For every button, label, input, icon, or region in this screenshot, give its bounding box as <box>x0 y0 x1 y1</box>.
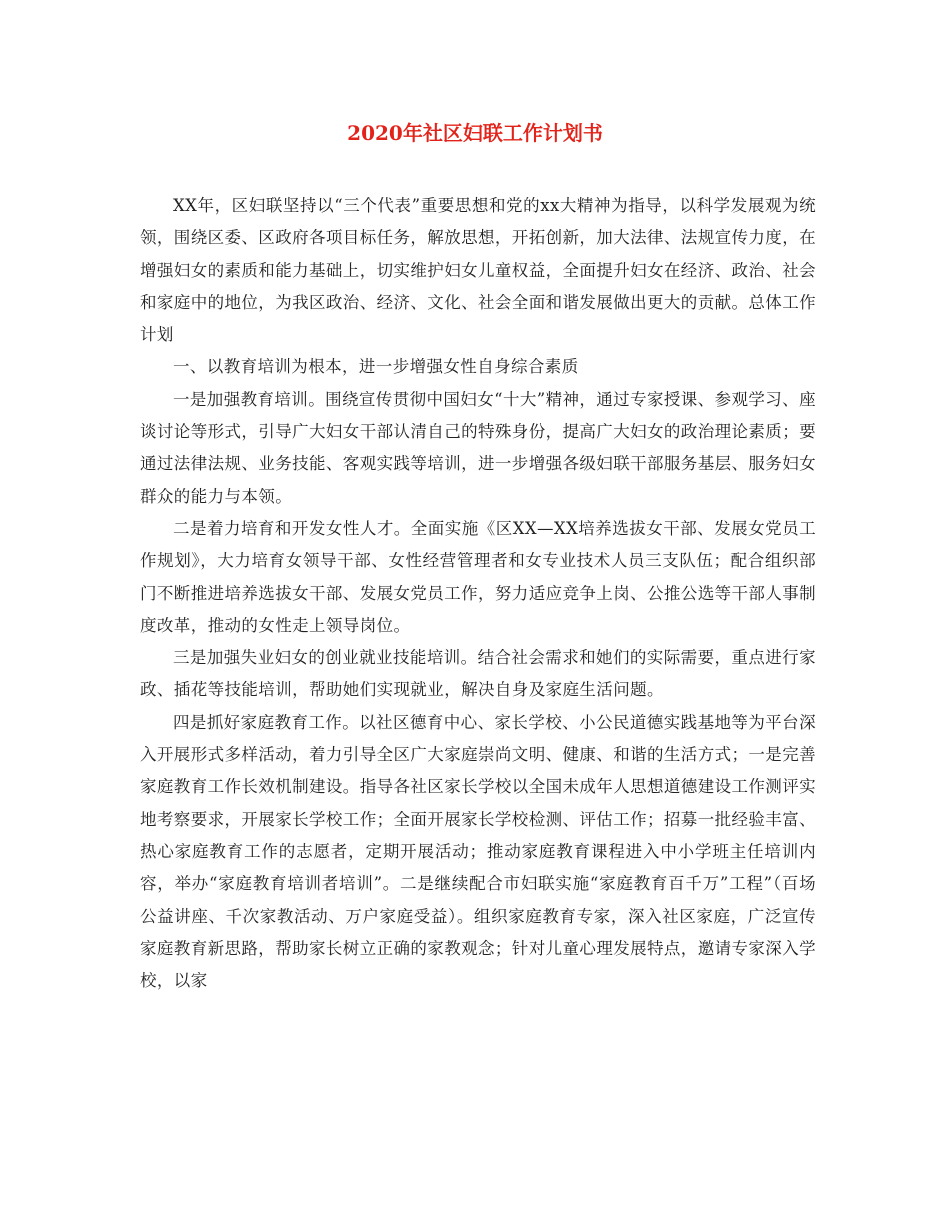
section-heading-1: 一、以教育培训为根本，进一步增强女性自身综合素质 <box>173 357 579 377</box>
paragraph-employment-training: 三是加强失业妇女的创业就业技能培训。结合社会需求和她们的实际需要，重点进行家政、插花等技能培训，帮助她们实现就业，解决自身及家庭生活问题。 <box>140 648 816 700</box>
paragraph-family-education: 四是抓好家庭教育工作。以社区德育中心、家长学校、小公民道德实践基地等为平台深入开展形式多样活动，着力引导全区广大家庭崇尚文明、健康、和谐的生活方式；一是完善家庭教育工作长效机制建设。指导各社区家长学校以全国未成年人思想道德建设工作测评实地考察要求，开展家长学校工作；全面开展家长学校检测、评估工作；招募一批经验丰富、热心家庭教育工作的志愿者，定期开展活动；推动家庭教育课程进入中小学班主任培训内容，举办“家庭教育培训者培训”。二是继续配合市妇联实施“家庭教育百千万”工程”（百场公益讲座、千次家教活动、万户家庭受益）。组织家庭教育专家，深入社区家庭，广泛宣传家庭教育新思路，帮助家长树立正确的家教观念；针对儿童心理发展特点，邀请专家深入学校，以家 <box>140 712 816 991</box>
paragraph-female-talent: 二是着力培育和开发女性人才。全面实施《区XX—XX培养选拔女干部、发展女党员工作规划》，大力培育女领导干部、女性经营管理者和女专业技术人员三支队伍；配合组织部门不断推进培养选拔女干部、发展女党员工作，努力适应竞争上岗、公推公选等干部人事制度改革，推动的女性走上领导岗位。 <box>140 518 816 635</box>
paragraph-intro: XX年，区妇联坚持以“三个代表”重要思想和党的xx大精神为指导，以科学发展观为统领，围绕区委、区政府各项目标任务，解放思想，开拓创新，加大法律、法规宣传力度，在增强妇女的素质和能力基础上，切实维护妇女儿童权益，全面提升妇女在经济、政治、社会和家庭中的地位，为我区政治、经济、文化、社会全面和谐发展做出更大的贡献。总体工作计划 <box>140 196 816 345</box>
document-body <box>140 190 816 997</box>
paragraph-education-training: 一是加强教育培训。围绕宣传贯彻中国妇女“十大”精神，通过专家授课、参观学习、座谈讨论等形式，引导广大妇女干部认清自己的特殊身份，提高广大妇女的政治理论素质；要通过法律法规、业务技能、客观实践等培训，进一步增强各级妇联干部服务基层、服务妇女群众的能力与本领。 <box>140 389 816 506</box>
document-title: 2020年社区妇联工作计划书 <box>347 121 603 145</box>
